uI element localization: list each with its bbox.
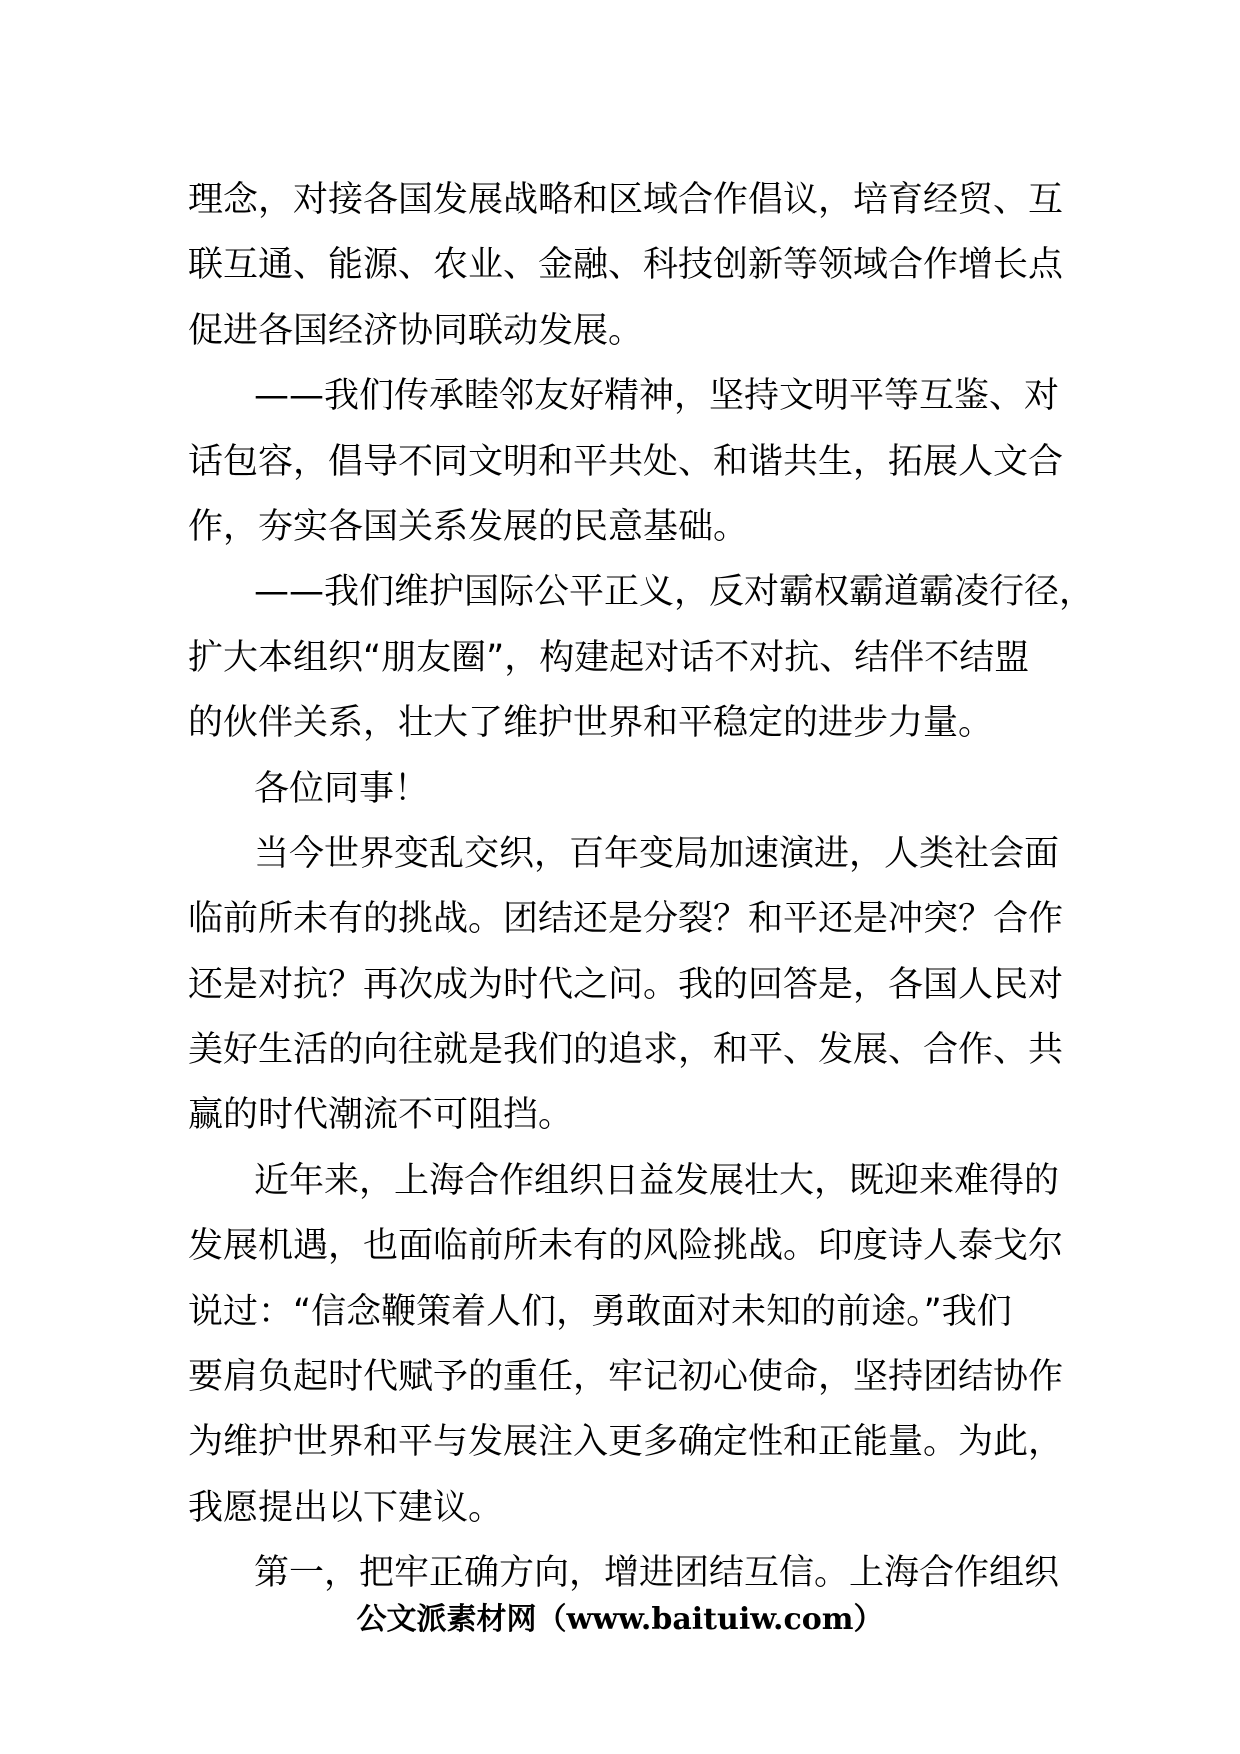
text-line: 临前所未有的挑战。团结还是分裂？和平还是冲突？合作 — [188, 899, 1064, 940]
text-line: 说过：“信念鞭策着人们，勇敢面对未知的前途。”我们 — [188, 1291, 1012, 1332]
text-line: 各位同事！ — [254, 768, 430, 809]
text-line: 美好生活的向往就是我们的追求，和平、发展、合作、共 — [188, 1030, 1064, 1071]
text-line: 第一，把牢正确方向，增进团结互信。上海合作组织 — [254, 1553, 1060, 1594]
text-line: 联互通、能源、农业、金融、科技创新等领域合作增长点 — [188, 245, 1064, 286]
text-line: 赢的时代潮流不可阻挡。 — [188, 1095, 574, 1136]
text-line: 作，夯实各国关系发展的民意基础。 — [188, 506, 749, 547]
text-line: 要肩负起时代赋予的重任，牢记初心使命，坚持团结协作 — [188, 1357, 1064, 1398]
text-line: 当今世界变乱交织，百年变局加速演进，人类社会面 — [254, 833, 1060, 874]
text-line: 为维护世界和平与发展注入更多确定性和正能量。为此， — [188, 1422, 1064, 1463]
text-line: 理念，对接各国发展战略和区域合作倡议，培育经贸、互 — [188, 180, 1064, 220]
text-line: ——我们传承睦邻友好精神，坚持文明平等互鉴、对 — [254, 376, 1060, 417]
text-line: ——我们维护国际公平正义，反对霸权霸道霸凌行径， — [254, 572, 1095, 613]
text-line: 的伙伴关系，壮大了维护世界和平稳定的进步力量。 — [188, 703, 994, 744]
text-line: 话包容，倡导不同文明和平共处、和谐共生，拓展人文合 — [188, 441, 1064, 482]
text-line: 近年来，上海合作组织日益发展壮大，既迎来难得的 — [254, 1160, 1060, 1201]
body-text — [188, 168, 1095, 1607]
text-line: 促进各国经济协同联动发展。 — [188, 310, 644, 351]
text-line: 我愿提出以下建议。 — [188, 1487, 504, 1528]
footer-source: 公文派素材网（www.baituiw.com） — [356, 1602, 884, 1637]
text-line: 还是对抗？再次成为时代之问。我的回答是，各国人民对 — [188, 964, 1064, 1005]
text-line: 发展机遇，也面临前所未有的风险挑战。印度诗人泰戈尔 — [188, 1226, 1064, 1267]
text-line: 扩大本组织“朋友圈”，构建起对话不对抗、结伴不结盟 — [188, 637, 1030, 678]
